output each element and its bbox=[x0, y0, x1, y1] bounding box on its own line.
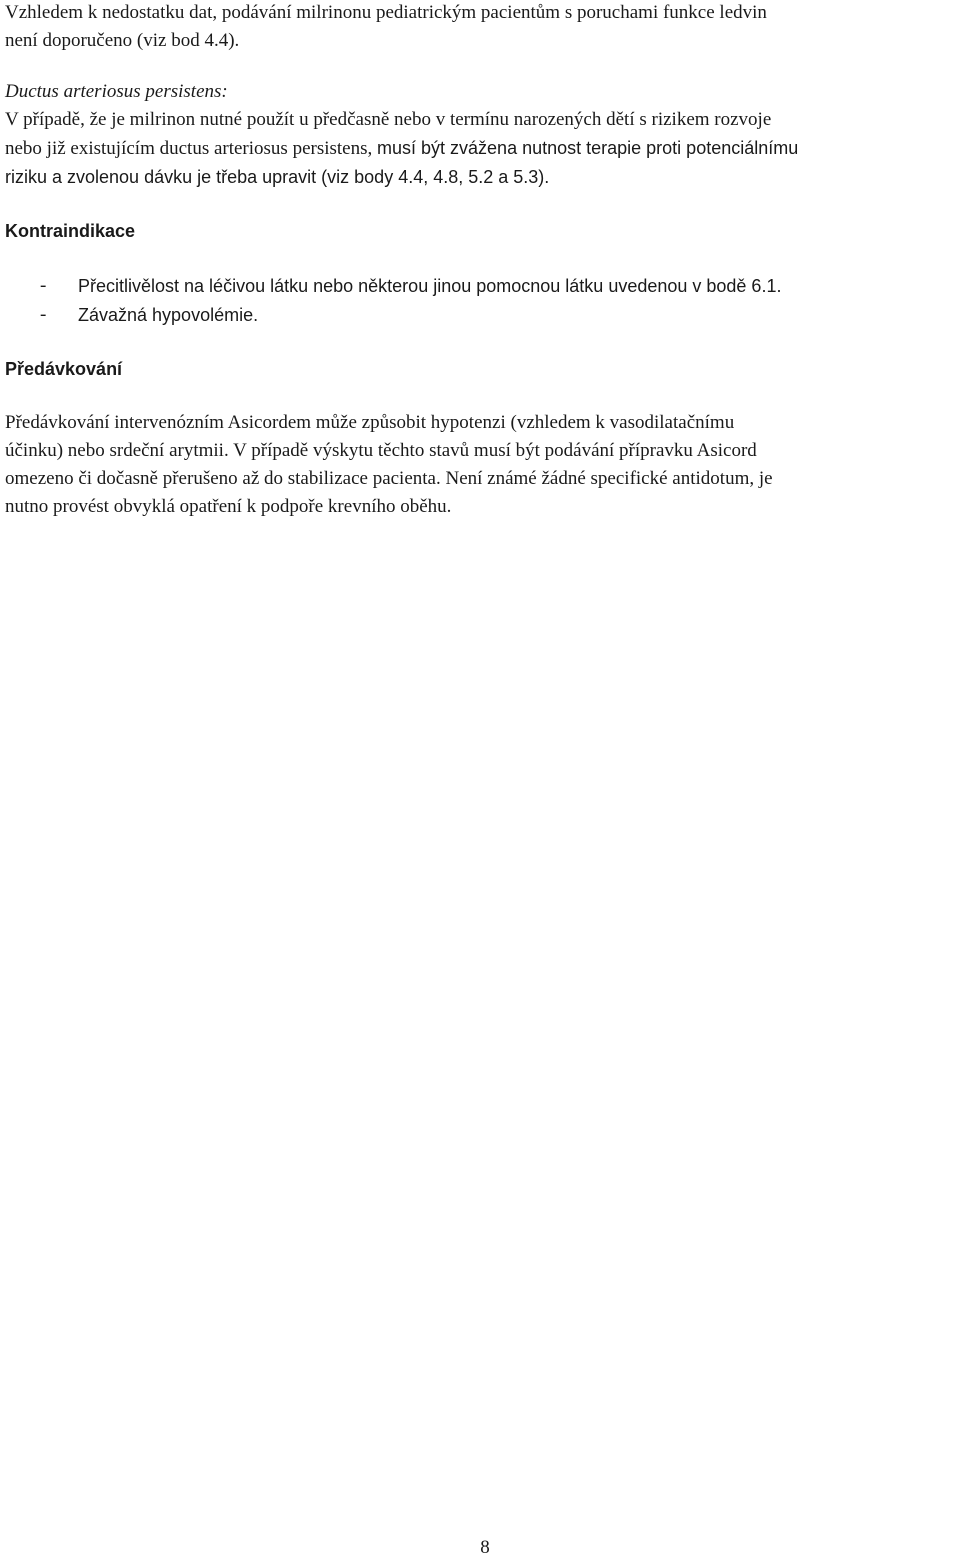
ductus-line-2-serif: nebo již existujícím ductus arteriosus persistens, bbox=[5, 138, 378, 159]
ductus-section bbox=[5, 78, 798, 192]
intro-line-2: není doporučeno (viz bod 4.4). bbox=[5, 30, 240, 51]
contraindications-list bbox=[5, 272, 955, 330]
intro-paragraph bbox=[5, 0, 767, 55]
ductus-title: Ductus arteriosus persistens: bbox=[5, 81, 228, 102]
bullet-dash: - bbox=[40, 275, 47, 296]
ductus-line-2-sans: musí být zvážena nutnost terapie proti potenciálnímu bbox=[377, 138, 799, 158]
ductus-line-1: V případě, že je milrinon nutné použít u předčasně nebo v termínu narozených dětí s rizikem rozvoje bbox=[5, 109, 772, 130]
page-number: 8 bbox=[480, 1537, 490, 1558]
intro-line-1: Vzhledem k nedostatku dat, podávání milrinonu pediatrickým pacientům s poruchami funkce ledvin bbox=[5, 2, 767, 23]
contraindication-item-1: Přecitlivělost na léčivou látku nebo některou jinou pomocnou látku uvedenou v bodě 6.1. bbox=[78, 276, 782, 296]
bullet-dash: - bbox=[40, 304, 47, 325]
list-item bbox=[5, 301, 955, 330]
ductus-line-3: riziku a zvolenou dávku je třeba upravit (viz body 4.4, 4.8, 5.2 a 5.3). bbox=[5, 167, 550, 187]
overdose-heading: Předávkování bbox=[5, 359, 123, 379]
overdose-line-3: omezeno či dočasně přerušeno až do stabilizace pacienta. Není známé žádné specifické antidotum, je bbox=[5, 468, 773, 489]
contraindication-item-2: Závažná hypovolémie. bbox=[78, 305, 259, 325]
list-item bbox=[5, 272, 955, 301]
overdose-paragraph bbox=[5, 409, 773, 521]
overdose-line-2: účinku) nebo srdeční arytmii. V případě výskytu těchto stavů musí být podávání přípravku Asicord bbox=[5, 440, 757, 461]
overdose-line-1: Předávkování intervenózním Asicordem může způsobit hypotenzi (vzhledem k vasodilatačnímu bbox=[5, 412, 735, 433]
contraindications-heading: Kontraindikace bbox=[5, 221, 136, 241]
overdose-line-4: nutno provést obvyklá opatření k podpoře krevního oběhu. bbox=[5, 496, 452, 517]
